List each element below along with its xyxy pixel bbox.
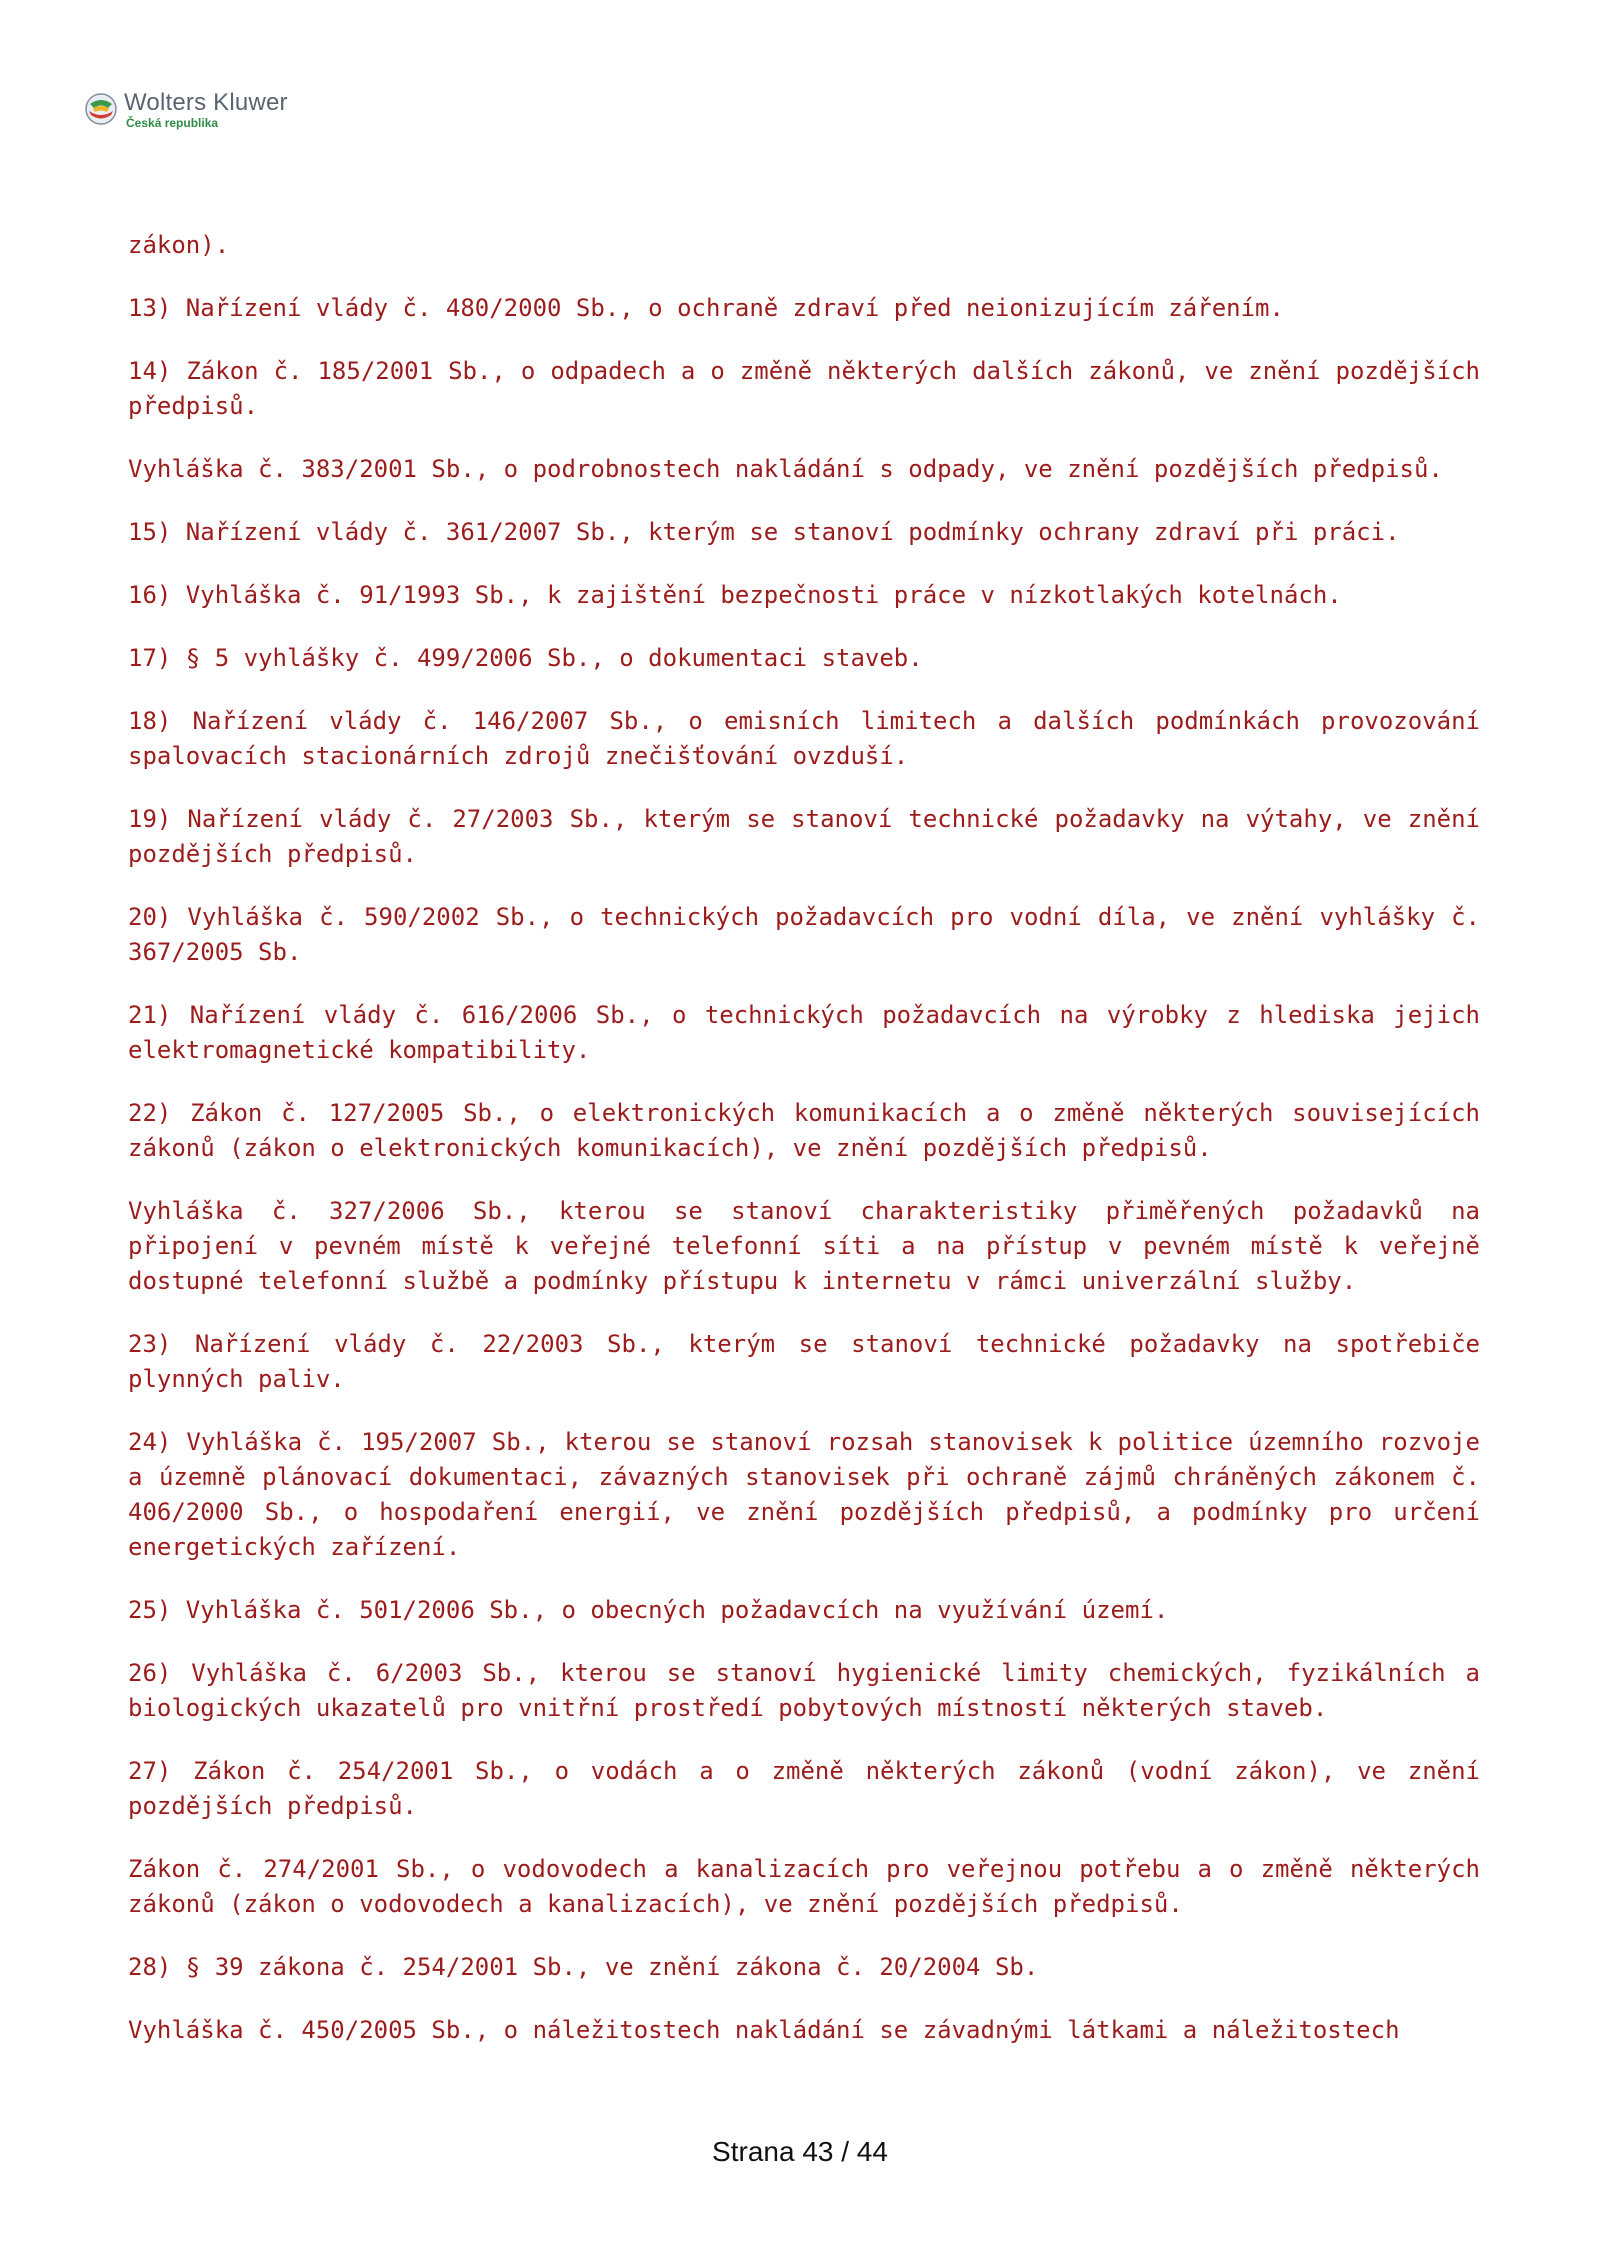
- paragraph: Vyhláška č. 383/2001 Sb., o podrobnostech nakládání s odpady, ve znění pozdějších předpisů.: [128, 455, 1443, 483]
- paragraph: 26) Vyhláška č. 6/2003 Sb., kterou se stanoví hygienické limity chemických, fyzikálních a biologických ukazatelů pro vnitřní prostředí pobytových místností některých staveb.: [128, 1659, 1480, 1722]
- paragraph: 22) Zákon č. 127/2005 Sb., o elektronických komunikacích a o změně některých souvisejících zákonů (zákon o elektronických komunikacích), ve znění pozdějších předpisů.: [128, 1099, 1480, 1162]
- paragraph: 17) § 5 vyhlášky č. 499/2006 Sb., o dokumentaci staveb.: [128, 644, 923, 672]
- paragraph: 21) Nařízení vlády č. 616/2006 Sb., o technických požadavcích na výrobky z hlediska jejich elektromagnetické kompatibility.: [128, 1001, 1480, 1064]
- paragraph: Vyhláška č. 327/2006 Sb., kterou se stanoví charakteristiky přiměřených požadavků na připojení v pevném místě k veřejné telefonní síti a na přístup v pevném místě k veřejně dostupné telefonní službě a podmínky přístupu k internetu v rámci univerzální služby.: [128, 1197, 1480, 1295]
- document-body: [128, 228, 1480, 2076]
- publisher-subtitle: Česká republika: [126, 116, 219, 130]
- paragraph: 25) Vyhláška č. 501/2006 Sb., o obecných požadavcích na využívání území.: [128, 1596, 1169, 1624]
- paragraph: 19) Nařízení vlády č. 27/2003 Sb., kterým se stanoví technické požadavky na výtahy, ve znění pozdějších předpisů.: [128, 805, 1480, 868]
- paragraph: Zákon č. 274/2001 Sb., o vodovodech a kanalizacích pro veřejnou potřebu a o změně některých zákonů (zákon o vodovodech a kanalizacích), ve znění pozdějších předpisů.: [128, 1855, 1480, 1918]
- paragraph: zákon).: [128, 231, 230, 259]
- paragraph: 28) § 39 zákona č. 254/2001 Sb., ve znění zákona č. 20/2004 Sb.: [128, 1953, 1039, 1981]
- publisher-logo: [84, 90, 288, 130]
- paragraph: 18) Nařízení vlády č. 146/2007 Sb., o emisních limitech a dalších podmínkách provozování spalovacích stacionárních zdrojů znečišťování ovzduší.: [128, 707, 1480, 770]
- paragraph: 20) Vyhláška č. 590/2002 Sb., o technických požadavcích pro vodní díla, ve znění vyhlášky č. 367/2005 Sb.: [128, 903, 1480, 966]
- paragraph: 15) Nařízení vlády č. 361/2007 Sb., kterým se stanoví podmínky ochrany zdraví při práci.: [128, 518, 1400, 546]
- paragraph: 16) Vyhláška č. 91/1993 Sb., k zajištění bezpečnosti práce v nízkotlakých kotelnách.: [128, 581, 1342, 609]
- paragraph: 27) Zákon č. 254/2001 Sb., o vodách a o změně některých zákonů (vodní zákon), ve znění pozdějších předpisů.: [128, 1757, 1480, 1820]
- paragraph: 24) Vyhláška č. 195/2007 Sb., kterou se stanoví rozsah stanovisek k politice územního rozvoje a územně plánovací dokumentaci, závazných stanovisek při ochraně zájmů chráněných zákonem č. 406/2000 Sb., o hospodaření energií, ve znění pozdějších předpisů, a podmínky pro určení energetických zařízení.: [128, 1428, 1480, 1561]
- wolters-kluwer-globe-icon: [84, 92, 118, 126]
- publisher-brand: Wolters Kluwer: [124, 89, 288, 116]
- paragraph: Vyhláška č. 450/2005 Sb., o náležitostech nakládání se závadnými látkami a náležitostech: [128, 2016, 1400, 2044]
- paragraph: 14) Zákon č. 185/2001 Sb., o odpadech a o změně některých dalších zákonů, ve znění pozdějších předpisů.: [128, 357, 1480, 420]
- paragraph: 13) Nařízení vlády č. 480/2000 Sb., o ochraně zdraví před neionizujícím zářením.: [128, 294, 1284, 322]
- paragraph: 23) Nařízení vlády č. 22/2003 Sb., kterým se stanoví technické požadavky na spotřebiče plynných paliv.: [128, 1330, 1480, 1393]
- page-number: Strana 43 / 44: [712, 2136, 888, 2167]
